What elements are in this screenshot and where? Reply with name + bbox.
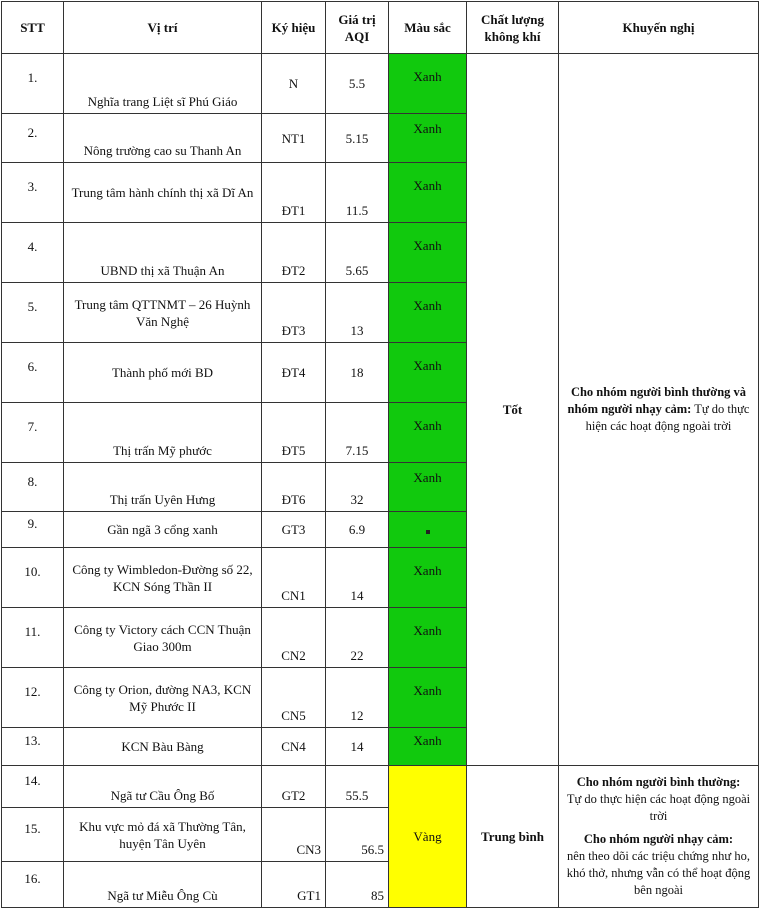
header-quality: Chất lượng không khí — [467, 2, 559, 54]
row-stt: 11. — [2, 608, 64, 668]
row-aqi: 5.15 — [326, 114, 389, 163]
quality-good: Tốt — [467, 54, 559, 766]
row-location: Ngã tư Cầu Ông Bố — [64, 766, 262, 808]
row-location: Thị trấn Uyên Hưng — [64, 463, 262, 512]
row-stt: 12. — [2, 668, 64, 728]
row-color: Xanh — [389, 548, 467, 608]
row-color: Xanh — [389, 114, 467, 163]
row-code: ĐT4 — [262, 343, 326, 403]
row-location: Gần ngã 3 cổng xanh — [64, 512, 262, 548]
row-location: Nông trường cao su Thanh An — [64, 114, 262, 163]
row-location: Thị trấn Mỹ phước — [64, 403, 262, 463]
row-color: Xanh — [389, 54, 467, 114]
row-aqi: 13 — [326, 283, 389, 343]
row-aqi: 6.9 — [326, 512, 389, 548]
row-aqi: 5.5 — [326, 54, 389, 114]
row-location: Ngã tư Miễu Ông Cù — [64, 862, 262, 908]
row-code: ĐT2 — [262, 223, 326, 283]
row-stt: 4. — [2, 223, 64, 283]
row-color: Xanh — [389, 403, 467, 463]
row-code: CN5 — [262, 668, 326, 728]
row-code: GT2 — [262, 766, 326, 808]
row-code: ĐT6 — [262, 463, 326, 512]
row-aqi: 18 — [326, 343, 389, 403]
row-stt: 14. — [2, 766, 64, 808]
row-aqi: 85 — [326, 862, 389, 908]
row-stt: 1. — [2, 54, 64, 114]
header-location: Vị trí — [64, 2, 262, 54]
row-aqi: 11.5 — [326, 163, 389, 223]
row-color: Xanh — [389, 728, 467, 766]
header-color: Màu sắc — [389, 2, 467, 54]
color-dot — [426, 530, 430, 534]
row-location: Công ty Orion, đường NA3, KCN Mỹ Phước II — [64, 668, 262, 728]
row-location: Khu vực mỏ đá xã Thường Tân, huyện Tân Uyên — [64, 808, 262, 862]
row-color — [389, 512, 467, 548]
row-stt: 6. — [2, 343, 64, 403]
row-location: Nghĩa trang Liệt sĩ Phú Giáo — [64, 54, 262, 114]
row-stt: 2. — [2, 114, 64, 163]
row-stt: 5. — [2, 283, 64, 343]
row-stt: 9. — [2, 512, 64, 548]
row-color: Xanh — [389, 608, 467, 668]
row-code: NT1 — [262, 114, 326, 163]
row-stt: 15. — [2, 808, 64, 862]
row-aqi: 32 — [326, 463, 389, 512]
advice-good-text: Tự do thực hiện các hoạt động ngoài trời — [585, 402, 750, 433]
row-code: CN2 — [262, 608, 326, 668]
row-aqi: 12 — [326, 668, 389, 728]
row-aqi: 22 — [326, 608, 389, 668]
row-code: ĐT3 — [262, 283, 326, 343]
row-aqi: 7.15 — [326, 403, 389, 463]
row-code: CN1 — [262, 548, 326, 608]
row-location: Công ty Wimbledon-Đường số 22, KCN Sóng Thần II — [64, 548, 262, 608]
color-medium: Vàng — [389, 766, 467, 908]
aqi-table — [1, 1, 759, 908]
table-row — [2, 54, 759, 114]
row-color: Xanh — [389, 163, 467, 223]
quality-medium: Trung bình — [467, 766, 559, 908]
row-color: Xanh — [389, 283, 467, 343]
advice-good — [559, 54, 759, 766]
row-color: Xanh — [389, 668, 467, 728]
row-color: Xanh — [389, 343, 467, 403]
row-location: Trung tâm QTTNMT – 26 Huỳnh Văn Nghệ — [64, 283, 262, 343]
table-row — [2, 766, 759, 808]
row-stt: 7. — [2, 403, 64, 463]
advice-good-bold: Cho nhóm người bình thường và nhóm người nhạy cảm: — [567, 385, 747, 416]
row-aqi: 14 — [326, 728, 389, 766]
header-aqi: Giá trị AQI — [326, 2, 389, 54]
row-aqi: 14 — [326, 548, 389, 608]
row-code: CN4 — [262, 728, 326, 766]
header-advice: Khuyến nghị — [559, 2, 759, 54]
row-code: GT3 — [262, 512, 326, 548]
row-aqi: 56.5 — [326, 808, 389, 862]
header-code: Ký hiệu — [262, 2, 326, 54]
row-code: GT1 — [262, 862, 326, 908]
row-location: KCN Bàu Bàng — [64, 728, 262, 766]
advice-medium-bold-2: Cho nhóm người nhạy cảm: — [583, 832, 734, 846]
row-code: CN3 — [262, 808, 326, 862]
row-stt: 16. — [2, 862, 64, 908]
advice-medium-text-2: nên theo dõi các triệu chứng như ho, khó thở, nhưng vẫn có thể hoạt động bên ngoài — [566, 849, 751, 897]
row-location: Trung tâm hành chính thị xã Dĩ An — [64, 163, 262, 223]
row-stt: 8. — [2, 463, 64, 512]
row-stt: 13. — [2, 728, 64, 766]
advice-medium-bold-1: Cho nhóm người bình thường: — [576, 775, 741, 789]
row-location: UBND thị xã Thuận An — [64, 223, 262, 283]
row-code: ĐT1 — [262, 163, 326, 223]
row-color: Xanh — [389, 223, 467, 283]
advice-medium-text-1: Tự do thực hiện các hoạt động ngoài trời — [566, 792, 751, 823]
row-aqi: 5.65 — [326, 223, 389, 283]
advice-medium — [559, 766, 759, 908]
row-code: ĐT5 — [262, 403, 326, 463]
row-aqi: 55.5 — [326, 766, 389, 808]
row-location: Công ty Victory cách CCN Thuận Giao 300m — [64, 608, 262, 668]
row-stt: 3. — [2, 163, 64, 223]
row-color: Xanh — [389, 463, 467, 512]
row-stt: 10. — [2, 548, 64, 608]
header-stt: STT — [2, 2, 64, 54]
row-code: N — [262, 54, 326, 114]
row-location: Thành phố mới BD — [64, 343, 262, 403]
